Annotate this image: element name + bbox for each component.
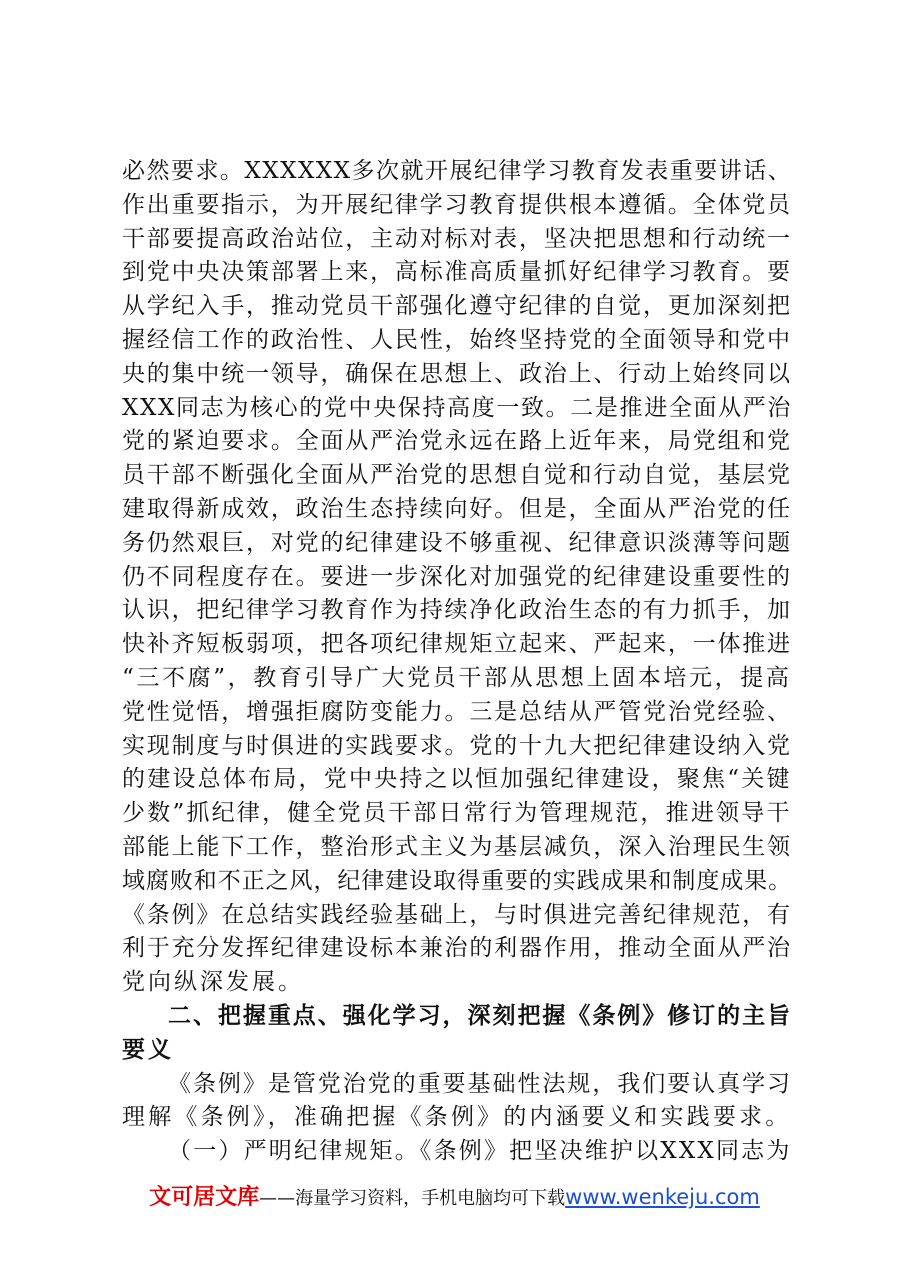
footer-tagline: ——海量学习资料，手机电脑均可下载 — [259, 1188, 566, 1209]
body-line: 党向纵深发展。 — [122, 969, 304, 996]
body-line: 快补齐短板弱项，把各项纪律规矩立起来、严起来，一体推进 — [122, 631, 792, 658]
body-line: 认识，把纪律学习教育作为持续净化政治生态的有力抓手，加 — [122, 597, 792, 624]
body-line: 实现制度与时俱进的实践要求。党的十九大把纪律建设纳入党 — [122, 732, 792, 759]
section-heading-line: 二、把握重点、强化学习，深刻把握《条例》修订的主旨 — [168, 1003, 792, 1029]
footer-brand: 文可居文库 — [149, 1185, 260, 1210]
body-line: 的建设总体布局，党中央持之以恒加强纪律建设，聚焦“关键 — [122, 766, 792, 793]
body-line: 域腐败和不正之风，纪律建设取得重要的实践成果和制度成果。 — [122, 867, 793, 894]
body-line: 握经信工作的政治性、人民性，始终坚持党的全面领导和党中 — [122, 327, 792, 353]
body-line: 少数”抓纪律，健全党员干部日常行为管理规范，推进领导干 — [122, 800, 792, 827]
footer-url-link[interactable]: www.wenkeju.com — [565, 1185, 760, 1209]
body-line: 党性觉悟，增强拒腐防变能力。三是总结从严管党治党经验、 — [122, 698, 792, 725]
body-line: 建取得新成效，政治生态持续向好。但是，全面从严治党的任 — [122, 496, 792, 522]
body-line: 务仍然艰巨，对党的纪律建设不够重视、纪律意识淡薄等问题 — [122, 529, 792, 556]
body-line: 干部要提高政治站位，主动对标对表，坚决把思想和行动统一 — [122, 225, 792, 252]
body-line: 作出重要指示，为开展纪律学习教育提供根本遵循。全体党员 — [122, 191, 792, 218]
body-line: “三不腐”，教育引导广大党员干部从思想上固本培元，提高 — [122, 665, 792, 691]
footer-banner — [0, 1180, 909, 1214]
body-line: 党的紧迫要求。全面从严治党永远在路上近年来，局党组和党 — [122, 428, 792, 455]
body-line: 员干部不断强化全面从严治党的思想自觉和行动自觉，基层党 — [122, 462, 792, 489]
body-line: 《条例》在总结实践经验基础上，与时俱进完善纪律规范，有 — [122, 901, 792, 928]
body-line: 仍不同程度存在。要进一步深化对加强党的纪律建设重要性的 — [122, 563, 792, 590]
section-heading-line: 要义 — [122, 1036, 174, 1063]
body-line: 部能上能下工作，整治形式主义为基层减负，深入治理民生领 — [122, 834, 792, 860]
body-line: 央的集中统一领导，确保在思想上、政治上、行动上始终同以 — [122, 360, 792, 387]
body-line: XXX同志为核心的党中央保持高度一致。二是推进全面从严治 — [122, 394, 793, 421]
body-line: 到党中央决策部署上来，高标准高质量抓好纪律学习教育。要 — [122, 259, 792, 286]
body-line: （一）严明纪律规矩。《条例》把坚决维护以XXX同志为 — [168, 1138, 792, 1165]
body-line: 从学纪入手，推动党员干部强化遵守纪律的自觉，更加深刻把 — [122, 293, 792, 320]
body-line: 必然要求。XXXXXX多次就开展纪律学习教育发表重要讲话、 — [122, 158, 793, 184]
body-line: 利于充分发挥纪律建设标本兼治的利器作用，推动全面从严治 — [122, 935, 792, 962]
body-line: 理解《条例》，准确把握《条例》的内涵要义和实践要求。 — [122, 1104, 792, 1131]
body-line: 《条例》是管党治党的重要基础性法规，我们要认真学习 — [168, 1070, 792, 1097]
